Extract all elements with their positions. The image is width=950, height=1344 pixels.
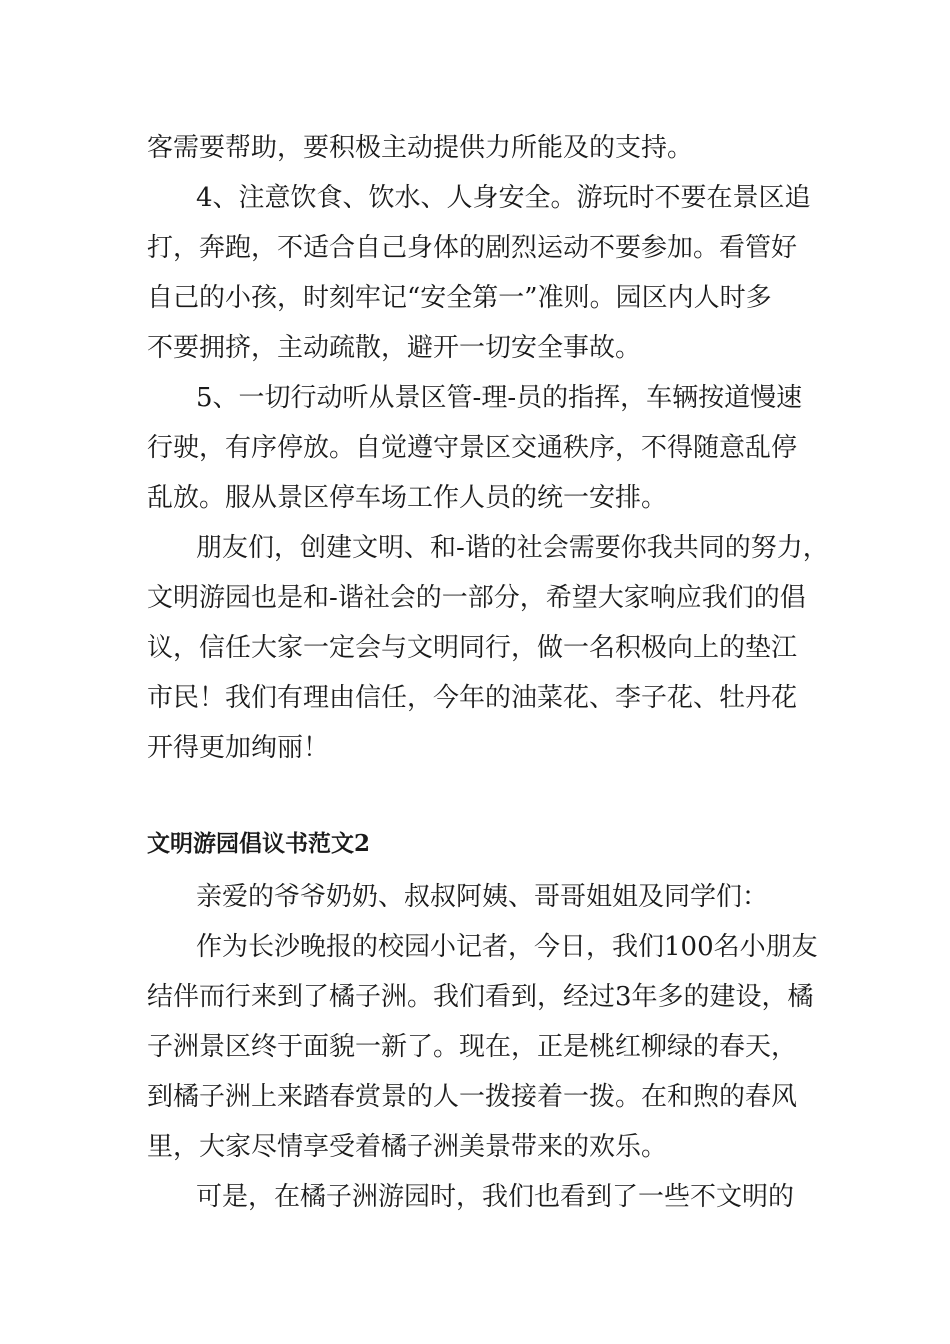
text-line: 自己的小孩，时刻牢记“安全第一”准则。园区内人时多 — [147, 283, 772, 313]
text-line: 打，奔跑，不适合自己身体的剧烈运动不要参加。看管好 — [147, 233, 798, 263]
text-line: 作为长沙晚报的校园小记者，今日，我们100名小朋友 — [196, 932, 818, 962]
text-line: 可是，在橘子洲游园时，我们也看到了一些不文明的 — [196, 1182, 795, 1212]
text-line: 里，大家尽情享受着橘子洲美景带来的欢乐。 — [147, 1132, 668, 1162]
text-line: 4、注意饮食、饮水、人身安全。游玩时不要在景区追 — [196, 183, 811, 213]
text-line: 市民！我们有理由信任，今年的油菜花、李子花、牡丹花 — [147, 683, 798, 713]
text-line: 行驶，有序停放。自觉遵守景区交通秩序，不得随意乱停 — [147, 433, 798, 463]
text-line: 客需要帮助，要积极主动提供力所能及的支持。 — [147, 133, 694, 163]
text-line: 文明游园也是和-谐社会的一部分，希望大家响应我们的倡 — [147, 583, 806, 613]
text-line: 结伴而行来到了橘子洲。我们看到，经过3年多的建设，橘 — [147, 982, 814, 1012]
text-line: 议，信任大家一定会与文明同行，做一名积极向上的垫江 — [147, 633, 798, 663]
text-line: 到橘子洲上来踏春赏景的人一拨接着一拨。在和煦的春风 — [147, 1082, 798, 1112]
text-line: 亲爱的爷爷奶奶、叔叔阿姨、哥哥姐姐及同学们： — [196, 882, 769, 912]
text-line: 朋友们，创建文明、和-谐的社会需要你我共同的努力， — [196, 533, 829, 563]
text-line: 子洲景区终于面貌一新了。现在，正是桃红柳绿的春天， — [147, 1032, 798, 1062]
text-line: 不要拥挤，主动疏散，避开一切安全事故。 — [147, 333, 642, 363]
section-heading: 文明游园倡议书范文2 — [147, 830, 371, 857]
text-line: 5、一切行动听从景区管-理-员的指挥，车辆按道慢速 — [196, 383, 803, 413]
text-line: 乱放。服从景区停车场工作人员的统一安排。 — [147, 483, 668, 513]
text-line: 开得更加绚丽！ — [147, 733, 330, 763]
